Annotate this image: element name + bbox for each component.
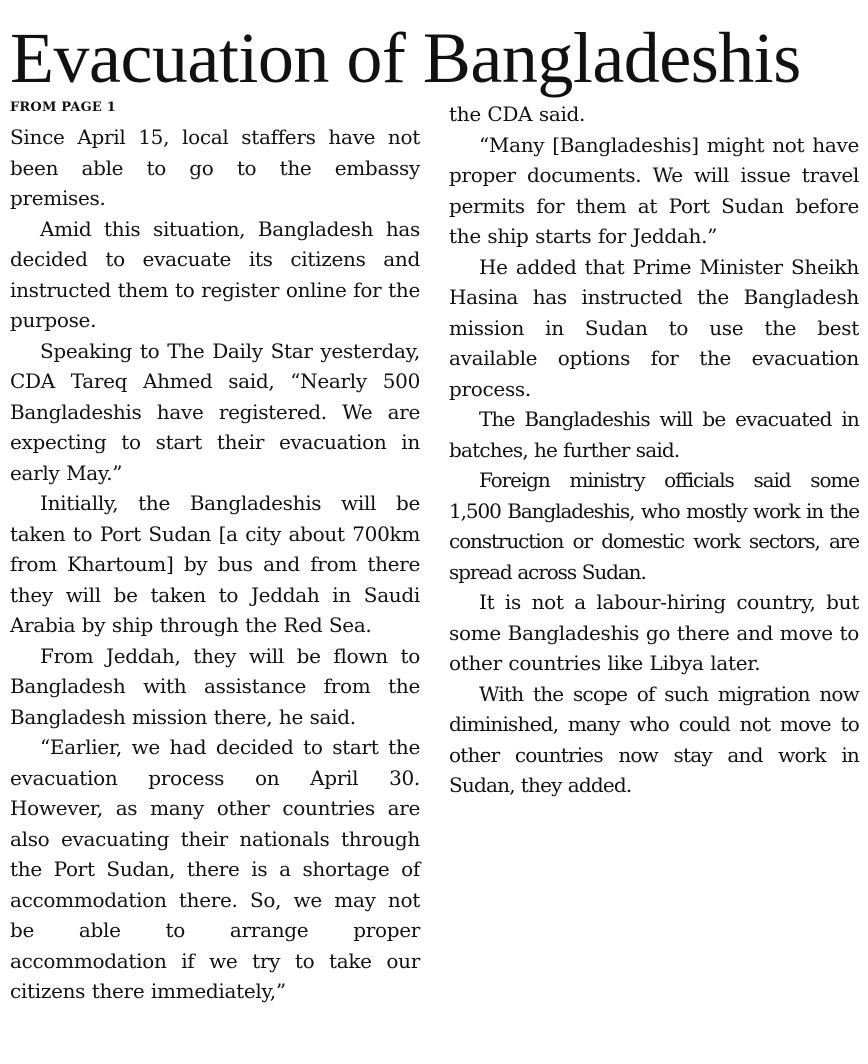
- paragraph: From Jeddah, they will be flown to Bangladesh with assistance from the Bangladesh mission there, he said.: [10, 643, 420, 729]
- paragraph: Speaking to The Daily Star yesterday, CDA Tareq Ahmed said, “Nearly 500 Bangladeshis have registered. We are expecting to start their evacuation in early May.”: [10, 338, 420, 485]
- paragraph: Amid this situation, Bangladesh has decided to evacuate its citizens and instructed them to register online for the purpose.: [10, 216, 420, 332]
- page-jump-label: FROM PAGE 1: [10, 100, 116, 115]
- left-column: [10, 122, 420, 1007]
- paragraph: With the scope of such migration now diminished, many who could not move to other countries now stay and work in Sudan, they added.: [449, 681, 859, 797]
- paragraph: The Bangladeshis will be evacuated in batches, he further said.: [449, 407, 859, 462]
- paragraph: It is not a labour-hiring country, but some Bangladeshis go there and move to other countries like Libya later.: [449, 590, 859, 675]
- paragraph: “Many [Bangladeshis] might not have proper documents. We will issue travel permits for them at Port Sudan before the ship starts for Jeddah.”: [449, 132, 859, 248]
- paragraph: Initially, the Bangladeshis will be taken to Port Sudan [a city about 700km from Khartoum] by bus and from there they will be taken to Jeddah in Saudi Arabia by ship through the Red Sea.: [10, 491, 420, 637]
- right-column: [449, 99, 859, 801]
- headline: Evacuation of Bangladeshis: [10, 18, 801, 98]
- paragraph: “Earlier, we had decided to start the evacuation process on April 30. However, as many other countries are also evacuating their nationals through the Port Sudan, there is a shortage of accommodation there. So, we may not be able to arrange proper accommodation if we try to take our citizens there immediately,”: [10, 735, 420, 1003]
- paragraph: He added that Prime Minister Sheikh Hasina has instructed the Bangladesh mission in Sudan to use the best available options for the evacuation process.: [449, 254, 859, 401]
- paragraph: the CDA said.: [449, 102, 586, 126]
- paragraph: Since April 15, local staffers have not been able to go to the embassy premises.: [10, 125, 420, 210]
- paragraph: Foreign ministry officials said some 1,500 Bangladeshis, who mostly work in the construction or domestic work sectors, are spread across Sudan.: [449, 468, 859, 584]
